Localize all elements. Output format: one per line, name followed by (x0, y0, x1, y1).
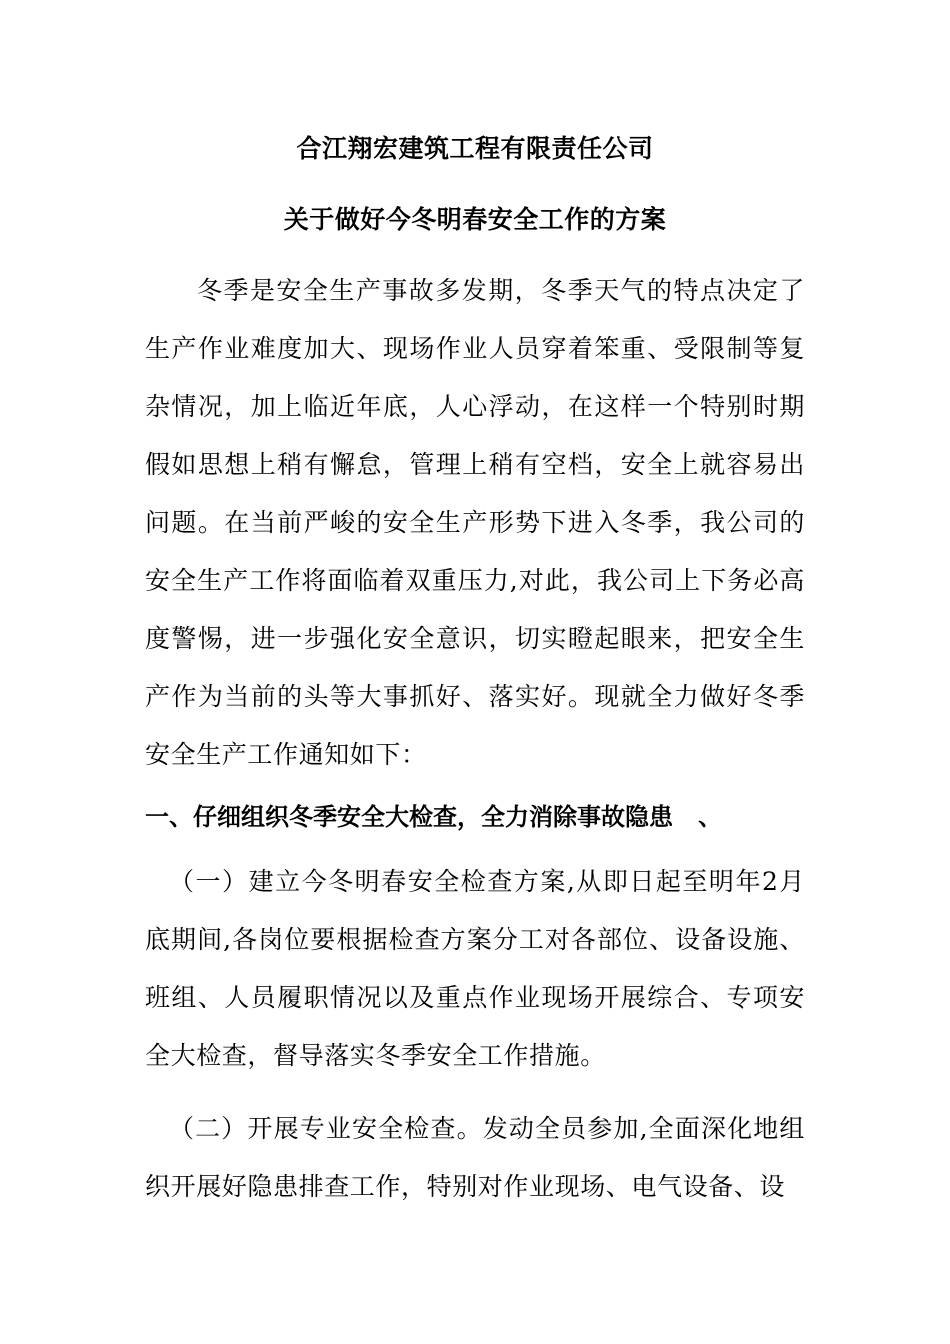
company-title: 合江翔宏建筑工程有限责任公司 (296, 134, 654, 163)
section-heading-1: 一、仔细组织冬季安全大检查，全力消除事故隐患 、 (145, 803, 723, 831)
intro-paragraph: 冬季是安全生产事故多发期，冬季天气的特点决定了生产作业难度加大、现场作业人员穿着笨重、受限制等复杂情况，加上临近年底，人心浮动，在这样一个特别时期假如思想上稍有懈怠，管理上稍有空档，安全上就容易出问题。在当前严峻的安全生产形势下进入冬季，我公司的安全生产工作将面临着双重压力,对此，我公司上下务必高度警惕，进一步强化安全意识，切实瞪起眼来，把安全生产作为当前的头等大事抓好、落实好。现就全力做好冬季安全生产工作通知如下： (145, 276, 805, 769)
section-1-item-1: （一）建立今冬明春安全检查方案,从即日起至明年2月底期间,各岗位要根据检查方案分工对各部位、设备设施、班组、人员履职情况以及重点作业现场开展综合、专项安全大检查，督导落实冬季安全工作措施。 (145, 867, 805, 1070)
section-1-item-2: （二）开展专业安全检查。发动全员参加,全面深化地组织开展好隐患排查工作，特别对作业现场、电气设备、设 (145, 1114, 805, 1201)
document-title: 关于做好今冬明春安全工作的方案 (283, 205, 667, 234)
